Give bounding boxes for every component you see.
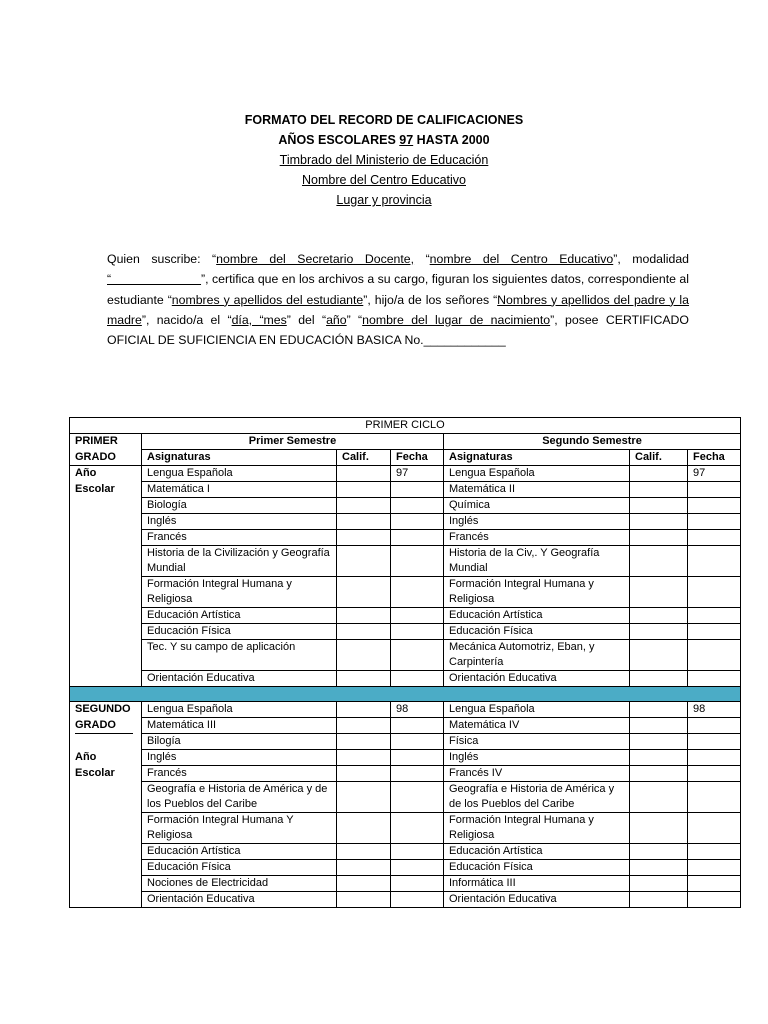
date-cell xyxy=(391,892,444,908)
table-row xyxy=(70,734,741,750)
year-label: Año xyxy=(70,750,142,766)
table-row xyxy=(70,766,741,782)
grade-label-text: GRADO xyxy=(75,718,133,734)
grade-cell xyxy=(630,782,688,813)
date-cell xyxy=(391,766,444,782)
table-row xyxy=(70,782,741,813)
subject-cell: Lengua Española xyxy=(142,702,337,718)
separator-bar xyxy=(70,687,741,702)
subject-cell: Educación Artística xyxy=(142,844,337,860)
grade-cell xyxy=(630,608,688,624)
document-header xyxy=(0,110,768,210)
date-cell xyxy=(688,734,741,750)
para-text: ” del “ xyxy=(286,312,327,327)
para-text: Quien suscribe: “ xyxy=(107,252,217,266)
subject-cell: Educación Artística xyxy=(444,844,630,860)
grade-cell xyxy=(630,546,688,577)
para-text: ”, modalidad xyxy=(613,252,690,266)
grade-label-top: PRIMER xyxy=(70,434,142,450)
subject-cell: Lengua Española xyxy=(444,702,630,718)
year-label: Año xyxy=(70,466,142,482)
subject-cell: Nociones de Electricidad xyxy=(142,876,337,892)
grade-cell xyxy=(630,766,688,782)
table-row xyxy=(70,466,741,482)
grade-label-cell xyxy=(70,782,142,813)
table-row xyxy=(70,860,741,876)
subject-cell: Educación Artística xyxy=(142,608,337,624)
grade-cell xyxy=(630,671,688,687)
date-cell xyxy=(688,782,741,813)
cycle-header: PRIMER CICLO xyxy=(70,418,741,434)
grade-cell xyxy=(630,530,688,546)
grade-cell xyxy=(337,766,391,782)
subject-cell: Educación Física xyxy=(444,624,630,640)
subject-cell: Inglés xyxy=(142,514,337,530)
grade-cell xyxy=(630,577,688,608)
grade-cell xyxy=(630,892,688,908)
grade-cell xyxy=(337,844,391,860)
grade-cell xyxy=(337,892,391,908)
grade-label-cell xyxy=(70,530,142,546)
grade-cell xyxy=(630,498,688,514)
date-cell xyxy=(688,624,741,640)
para-text: ”, certifica que en los archivos a su cargo, figuran los siguientes datos, correspondiente al estudiante “ xyxy=(107,272,689,307)
subject-cell: Inglés xyxy=(142,750,337,766)
date-cell xyxy=(688,813,741,844)
date-cell: 97 xyxy=(391,466,444,482)
date-cell xyxy=(391,782,444,813)
subject-cell: Geografía e Historia de América y de los Pueblos del Caribe xyxy=(142,782,337,813)
grade-cell xyxy=(337,514,391,530)
table-row xyxy=(70,546,741,577)
grade-label-cell xyxy=(70,514,142,530)
date-cell xyxy=(391,577,444,608)
date-cell xyxy=(391,498,444,514)
col-grade-header: Calif. xyxy=(630,450,688,466)
para-text: ”, posee CERTIFICADO OFICIAL DE SUFICIENCIA EN EDUCACIÓN BASICA No.____________ xyxy=(107,312,689,348)
subject-cell: Formación Integral Humana y Religiosa xyxy=(142,577,337,608)
grades-table xyxy=(69,417,741,908)
date-cell xyxy=(688,577,741,608)
subject-cell: Física xyxy=(444,734,630,750)
grade-label-cell xyxy=(70,734,142,750)
subject-cell: Formación Integral Humana y Religiosa xyxy=(444,577,630,608)
date-cell xyxy=(391,860,444,876)
subtitle-suffix: HASTA 2000 xyxy=(413,133,490,147)
grade-cell xyxy=(630,876,688,892)
grade-label-cell xyxy=(70,498,142,514)
subject-cell: Formación Integral Humana Y Religiosa xyxy=(142,813,337,844)
student-name-field: nombres y apellidos del estudiante xyxy=(171,292,364,307)
grade-label-cell xyxy=(70,671,142,687)
subject-cell: Química xyxy=(444,498,630,514)
modality-field: “ xyxy=(107,272,202,287)
grade-cell xyxy=(630,624,688,640)
grade-cell xyxy=(630,844,688,860)
grade-label-cell xyxy=(70,608,142,624)
date-cell xyxy=(391,876,444,892)
certification-paragraph xyxy=(107,249,689,350)
date-cell xyxy=(688,671,741,687)
grade-cell xyxy=(337,876,391,892)
date-cell xyxy=(688,546,741,577)
subject-cell: Educación Física xyxy=(142,860,337,876)
subject-cell: Informática III xyxy=(444,876,630,892)
date-cell xyxy=(688,530,741,546)
grade-cell xyxy=(337,530,391,546)
subject-cell: Orientación Educativa xyxy=(142,892,337,908)
grade-cell xyxy=(630,640,688,671)
subject-cell: Bilogía xyxy=(142,734,337,750)
date-cell: 97 xyxy=(688,466,741,482)
subject-cell: Tec. Y su campo de aplicación xyxy=(142,640,337,671)
table-row xyxy=(70,844,741,860)
date-cell xyxy=(391,734,444,750)
subject-cell: Francés IV xyxy=(444,766,630,782)
subject-cell: Geografía e Historia de América y de los Pueblos del Caribe xyxy=(444,782,630,813)
grade-cell xyxy=(337,640,391,671)
grade-cell xyxy=(337,860,391,876)
grade-label-bottom: GRADO xyxy=(70,450,142,466)
table-row xyxy=(70,702,741,718)
table-row xyxy=(70,892,741,908)
year-label: Escolar xyxy=(70,482,142,498)
grade-cell xyxy=(337,813,391,844)
grade-label: SEGUNDO xyxy=(70,702,142,718)
document-subtitle xyxy=(0,130,768,150)
birth-year-field: año xyxy=(326,312,347,327)
section-separator xyxy=(70,687,741,702)
date-cell xyxy=(391,640,444,671)
date-cell xyxy=(688,498,741,514)
date-cell xyxy=(688,750,741,766)
subject-cell: Educación Física xyxy=(142,624,337,640)
subject-cell: Francés xyxy=(142,530,337,546)
date-cell xyxy=(391,514,444,530)
subtitle-prefix: AÑOS ESCOLARES xyxy=(278,133,400,147)
parents-name-field: Nombres y apellidos del padre y la madre xyxy=(107,292,690,327)
secretary-name-field: nombre del Secretario Docente, xyxy=(216,252,415,266)
subject-cell: Matemática I xyxy=(142,482,337,498)
grade-cell xyxy=(630,750,688,766)
date-cell xyxy=(688,766,741,782)
date-cell xyxy=(391,608,444,624)
grade-cell xyxy=(630,702,688,718)
grade-label-cell xyxy=(70,876,142,892)
grade-cell xyxy=(337,498,391,514)
date-cell: 98 xyxy=(391,702,444,718)
grade-cell xyxy=(337,734,391,750)
subject-cell: Orientación Educativa xyxy=(444,671,630,687)
table-row xyxy=(70,813,741,844)
grade-cell xyxy=(337,702,391,718)
table-row xyxy=(70,671,741,687)
grade-cell xyxy=(337,750,391,766)
subject-cell: Orientación Educativa xyxy=(142,671,337,687)
subject-cell: Educación Artística xyxy=(444,608,630,624)
col-grade-header: Calif. xyxy=(337,450,391,466)
subject-cell: Educación Física xyxy=(444,860,630,876)
document-title: FORMATO DEL RECORD DE CALIFICACIONES xyxy=(244,113,524,127)
table-row xyxy=(70,718,741,734)
grade-cell xyxy=(630,813,688,844)
subject-cell: Mecánica Automotriz, Eban, y Carpintería xyxy=(444,640,630,671)
grade-cell xyxy=(337,671,391,687)
para-text: ”, hijo/a de los señores “ xyxy=(363,292,498,307)
grade-label-cell xyxy=(70,860,142,876)
subject-cell: Historia de la Civ,. Y Geografía Mundial xyxy=(444,546,630,577)
col-date-header: Fecha xyxy=(391,450,444,466)
grade-label-cell xyxy=(70,624,142,640)
school-name-field: nombre del Centro Educativo xyxy=(429,252,614,266)
date-cell xyxy=(391,482,444,498)
birth-place-field: nombre del lugar de nacimiento xyxy=(362,312,551,327)
grade-cell xyxy=(337,466,391,482)
grade-cell xyxy=(337,718,391,734)
para-text: “ xyxy=(414,252,430,266)
date-cell xyxy=(391,546,444,577)
date-cell xyxy=(688,718,741,734)
grade-label xyxy=(70,718,142,734)
grade-cell xyxy=(630,466,688,482)
date-cell xyxy=(391,813,444,844)
date-cell xyxy=(688,482,741,498)
subject-cell: Matemática II xyxy=(444,482,630,498)
table-row xyxy=(70,624,741,640)
table-row xyxy=(70,482,741,498)
grade-label-cell xyxy=(70,640,142,671)
ministry-stamp-line: Timbrado del Ministerio de Educación xyxy=(279,153,489,167)
semester2-header: Segundo Semestre xyxy=(444,434,741,450)
school-name-line: Nombre del Centro Educativo xyxy=(302,173,466,187)
subject-cell: Formación Integral Humana y Religiosa xyxy=(444,813,630,844)
table-row xyxy=(70,530,741,546)
grade-cell xyxy=(337,608,391,624)
subject-cell: Orientación Educativa xyxy=(444,892,630,908)
subject-cell: Inglés xyxy=(444,514,630,530)
grade-label-cell xyxy=(70,813,142,844)
subject-cell: Matemática III xyxy=(142,718,337,734)
table-row xyxy=(70,876,741,892)
table-row xyxy=(70,750,741,766)
table-row xyxy=(70,608,741,624)
grade-label-cell xyxy=(70,892,142,908)
table-row xyxy=(70,640,741,671)
col-subject-header: Asignaturas xyxy=(444,450,630,466)
date-cell xyxy=(391,530,444,546)
subject-cell: Biología xyxy=(142,498,337,514)
grade-cell xyxy=(630,482,688,498)
grade-cell xyxy=(337,482,391,498)
table-row xyxy=(70,514,741,530)
subject-cell: Lengua Española xyxy=(142,466,337,482)
date-cell xyxy=(391,624,444,640)
subject-cell: Francés xyxy=(142,766,337,782)
grade-label-cell xyxy=(70,844,142,860)
year-label: Escolar xyxy=(70,766,142,782)
para-text: ” “ xyxy=(346,312,363,327)
date-cell xyxy=(688,608,741,624)
date-cell xyxy=(391,750,444,766)
birth-day-month-field: día, “mes xyxy=(231,312,287,327)
grade-cell xyxy=(337,577,391,608)
grade-cell xyxy=(337,624,391,640)
grade-cell xyxy=(337,546,391,577)
col-subject-header: Asignaturas xyxy=(142,450,337,466)
date-cell: 98 xyxy=(688,702,741,718)
subject-cell: Matemática IV xyxy=(444,718,630,734)
date-cell xyxy=(688,876,741,892)
date-cell xyxy=(688,892,741,908)
subtitle-year: 97 xyxy=(399,133,414,147)
grade-label-cell xyxy=(70,546,142,577)
grade-cell xyxy=(630,734,688,750)
date-cell xyxy=(391,844,444,860)
grade-cell xyxy=(630,718,688,734)
subject-cell: Lengua Española xyxy=(444,466,630,482)
date-cell xyxy=(391,671,444,687)
subject-cell: Inglés xyxy=(444,750,630,766)
place-province-line: Lugar y provincia xyxy=(336,193,432,207)
date-cell xyxy=(391,718,444,734)
grade-cell xyxy=(337,782,391,813)
date-cell xyxy=(688,640,741,671)
grade-cell xyxy=(630,514,688,530)
grade-cell xyxy=(630,860,688,876)
grade-label-cell xyxy=(70,577,142,608)
col-date-header: Fecha xyxy=(688,450,741,466)
subject-cell: Historia de la Civilización y Geografía Mundial xyxy=(142,546,337,577)
date-cell xyxy=(688,844,741,860)
para-text: ”, nacido/a el “ xyxy=(141,312,232,327)
table-row xyxy=(70,498,741,514)
date-cell xyxy=(688,514,741,530)
subject-cell: Francés xyxy=(444,530,630,546)
date-cell xyxy=(688,860,741,876)
table-row xyxy=(70,577,741,608)
semester1-header: Primer Semestre xyxy=(142,434,444,450)
